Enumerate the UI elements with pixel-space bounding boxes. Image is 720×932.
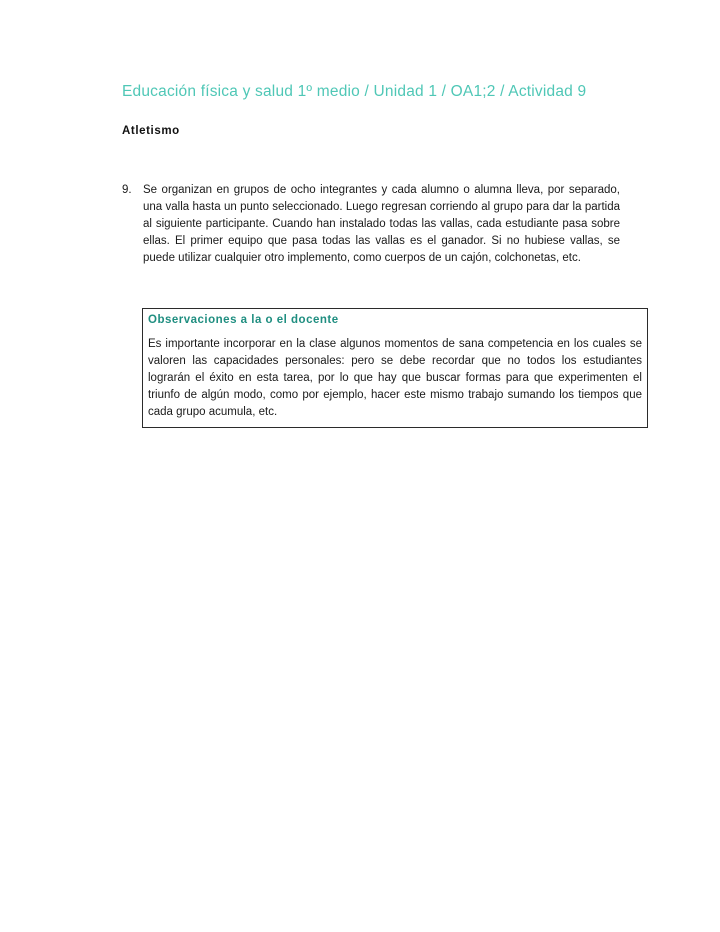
document-header: Educación física y salud 1º medio / Unidad 1 / OA1;2 / Actividad 9 — [122, 83, 587, 100]
observations-box — [142, 308, 648, 428]
observations-text: Es importante incorporar en la clase algunos momentos de sana competencia en los cuales se valoren las capacidades personales: pero se debe recordar que no todos los estudiantes lograrán el éxito en esta tarea, por lo que hay que buscar formas para que experimenten el triunfo de algún modo, como por ejemplo, hacer este mismo trabajo sumando los tiempos que cada grupo acumula, etc. — [148, 338, 642, 418]
section-title: Atletismo — [122, 125, 180, 137]
activity-item — [122, 182, 620, 267]
observations-title: Observaciones a la o el docente — [148, 314, 339, 326]
activity-number: 9. — [122, 184, 132, 196]
activity-text: Se organizan en grupos de ocho integrantes y cada alumno o alumna lleva, por separado, una valla hasta un punto seleccionado. Luego regresan corriendo al grupo para dar la partida al siguiente participante. Cuando han instalado todas las vallas, cada estudiante pasa sobre ellas. El primer equipo que pasa todas las vallas es el ganador. Si no hubiese vallas, se puede utilizar cualquier otro implemento, como cuerpos de un cajón, colchonetas, etc. — [143, 184, 620, 264]
